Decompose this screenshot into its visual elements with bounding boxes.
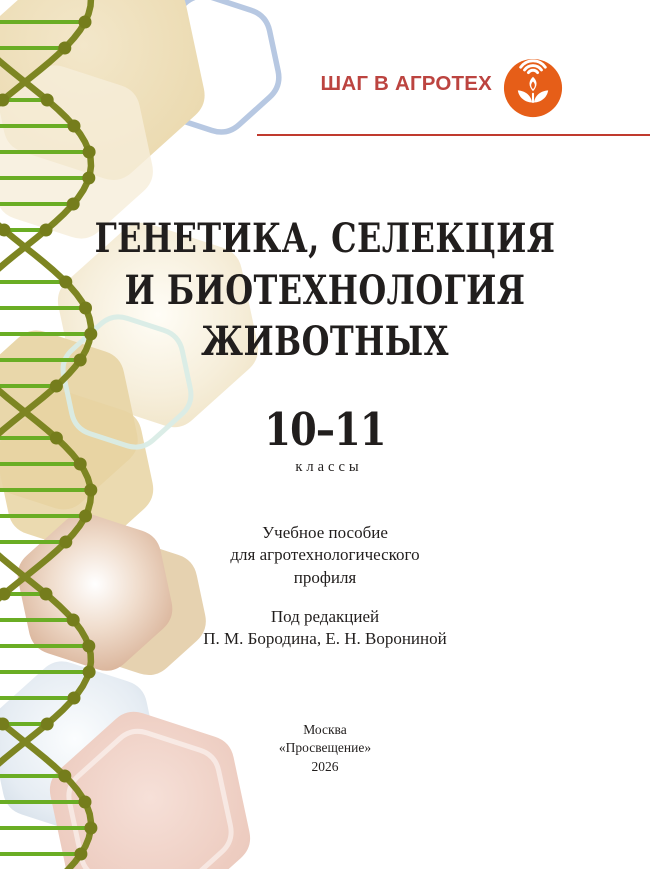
subtitle-line-1: Учебное пособие — [262, 523, 388, 542]
subtitle-line-2: для агротехнологического — [230, 545, 420, 565]
imprint-city: Москва — [303, 722, 347, 737]
editors-line-2: П. М. Бородина, Е. Н. Ворониной — [203, 629, 447, 649]
agrotech-program-logo-text: ШАГ В АГРОТЕХ — [320, 72, 492, 95]
grade-range: 10–11 — [264, 403, 386, 456]
imprint-year: 2026 — [311, 758, 339, 774]
book-title — [3, 213, 647, 368]
title-line-1: ГЕНЕТИКА, СЕЛЕКЦИЯ — [94, 215, 556, 262]
editors-credit — [3, 606, 647, 651]
imprint-publisher: «Просвещение» — [278, 740, 372, 756]
grade-label: классы — [295, 459, 363, 475]
subtitle-line-3: профиля — [293, 567, 357, 587]
editors-line-1: Под редакцией — [270, 607, 380, 626]
title-line-3: ЖИВОТНЫХ — [201, 318, 449, 365]
imprint — [3, 721, 647, 776]
title-line-2: И БИОТЕХНОЛОГИЯ — [124, 266, 526, 314]
subtitle — [3, 522, 647, 589]
sprout-signal-logo-icon — [503, 58, 563, 118]
header-rule-line — [257, 134, 650, 136]
